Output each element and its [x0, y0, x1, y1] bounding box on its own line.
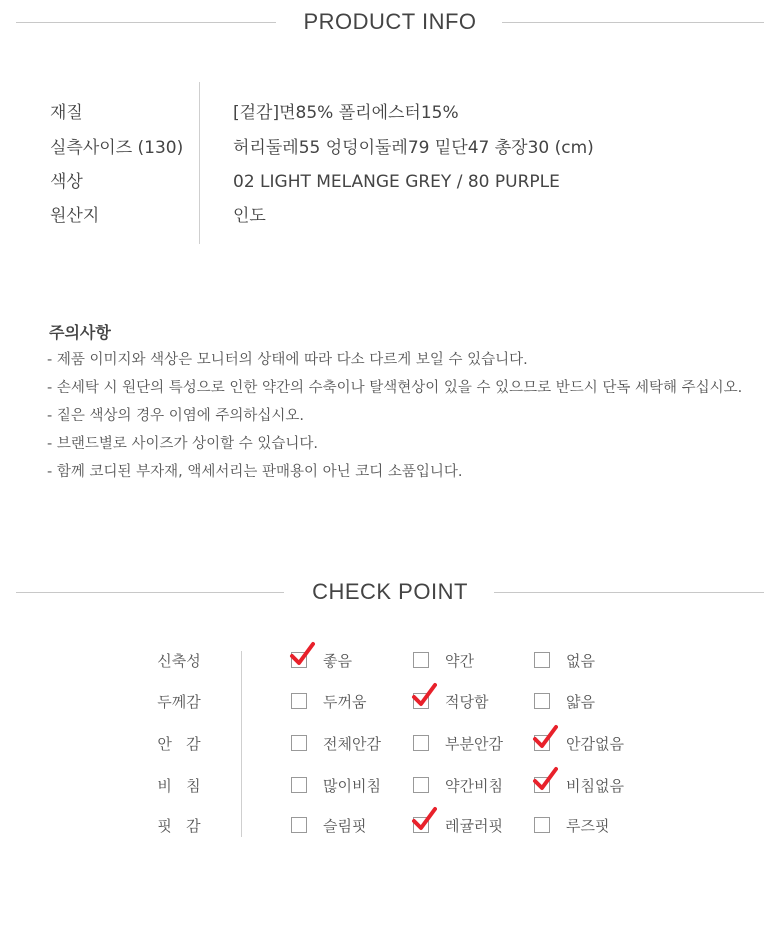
check-option-label: 전체안감	[323, 735, 381, 753]
info-value: 인도	[233, 206, 266, 226]
care-notice	[47, 320, 757, 486]
check-option-label: 적당함	[445, 693, 489, 711]
notice-item: - 함께 코디된 부자재, 액세서리는 판매용이 아닌 코디 소품입니다.	[47, 464, 463, 480]
check-option-label: 부분안감	[445, 735, 503, 753]
notice-item: - 제품 이미지와 색상은 모니터의 상태에 따라 다소 다르게 보일 수 있습니다.	[47, 352, 528, 368]
checkmark-icon	[289, 641, 315, 667]
checkmark-icon	[411, 806, 437, 832]
check-point-row	[0, 687, 780, 717]
check-option-label: 약간비침	[445, 777, 503, 795]
check-option-label: 비침없음	[566, 777, 624, 795]
info-label: 재질	[50, 103, 83, 123]
info-label: 색상	[50, 172, 83, 192]
notice-item: - 브랜드별로 사이즈가 상이할 수 있습니다.	[47, 436, 319, 452]
check-point-row	[0, 771, 780, 801]
check-point-row	[0, 646, 780, 676]
check-point-header	[0, 577, 780, 607]
checkbox	[291, 777, 307, 793]
checkbox	[413, 777, 429, 793]
product-info-title: PRODUCT INFO	[303, 9, 477, 34]
product-info-header	[0, 7, 780, 37]
check-option-label: 두꺼움	[323, 693, 367, 711]
check-point-category: 핏 감	[157, 817, 201, 835]
checkbox	[534, 817, 550, 833]
checkbox	[534, 652, 550, 668]
divider-line	[494, 592, 764, 593]
check-option-label: 루즈핏	[566, 817, 610, 835]
divider-line	[502, 22, 764, 23]
product-info-table	[50, 82, 750, 244]
notice-item: - 손세탁 시 원단의 특성으로 인한 약간의 수축이나 탈색현상이 있을 수 있으므로 반드시 단독 세탁해 주십시오.	[47, 380, 743, 396]
check-option-label: 슬림핏	[323, 817, 367, 835]
info-value: 02 LIGHT MELANGE GREY / 80 PURPLE	[233, 172, 560, 192]
notice-item: - 짙은 색상의 경우 이염에 주의하십시오.	[47, 408, 304, 424]
check-point-row	[0, 811, 780, 841]
check-point-category: 신축성	[157, 652, 201, 670]
checkbox	[413, 652, 429, 668]
notice-heading: 주의사항	[49, 323, 111, 342]
check-option-label: 좋음	[323, 652, 352, 670]
info-row-origin	[50, 201, 750, 231]
check-point-row	[0, 729, 780, 759]
check-point-category: 비 침	[157, 777, 201, 795]
check-option-label: 없음	[566, 652, 595, 670]
check-point-category: 안 감	[157, 735, 201, 753]
check-point-title: CHECK POINT	[312, 579, 468, 604]
checkmark-icon	[411, 682, 437, 708]
checkbox	[413, 735, 429, 751]
info-row-material	[50, 98, 750, 128]
info-value: 허리둘레55 엉덩이둘레79 밑단47 총장30 (cm)	[233, 138, 594, 158]
checkbox	[291, 735, 307, 751]
check-option-label: 레귤러핏	[445, 817, 503, 835]
info-label: 실측사이즈 (130)	[50, 138, 184, 158]
info-row-color	[50, 167, 750, 197]
check-option-label: 얇음	[566, 693, 595, 711]
check-point-table	[0, 640, 780, 840]
check-point-category: 두께감	[157, 693, 201, 711]
check-option-label: 많이비침	[323, 777, 381, 795]
checkmark-icon	[532, 766, 558, 792]
checkbox	[291, 817, 307, 833]
checkmark-icon	[532, 724, 558, 750]
checkbox	[291, 693, 307, 709]
check-option-label: 약간	[445, 652, 474, 670]
check-option-label: 안감없음	[566, 735, 624, 753]
info-value: [겉감]면85% 폴리에스터15%	[233, 103, 459, 123]
info-row-size	[50, 133, 750, 163]
checkbox	[534, 693, 550, 709]
info-label: 원산지	[50, 206, 100, 226]
